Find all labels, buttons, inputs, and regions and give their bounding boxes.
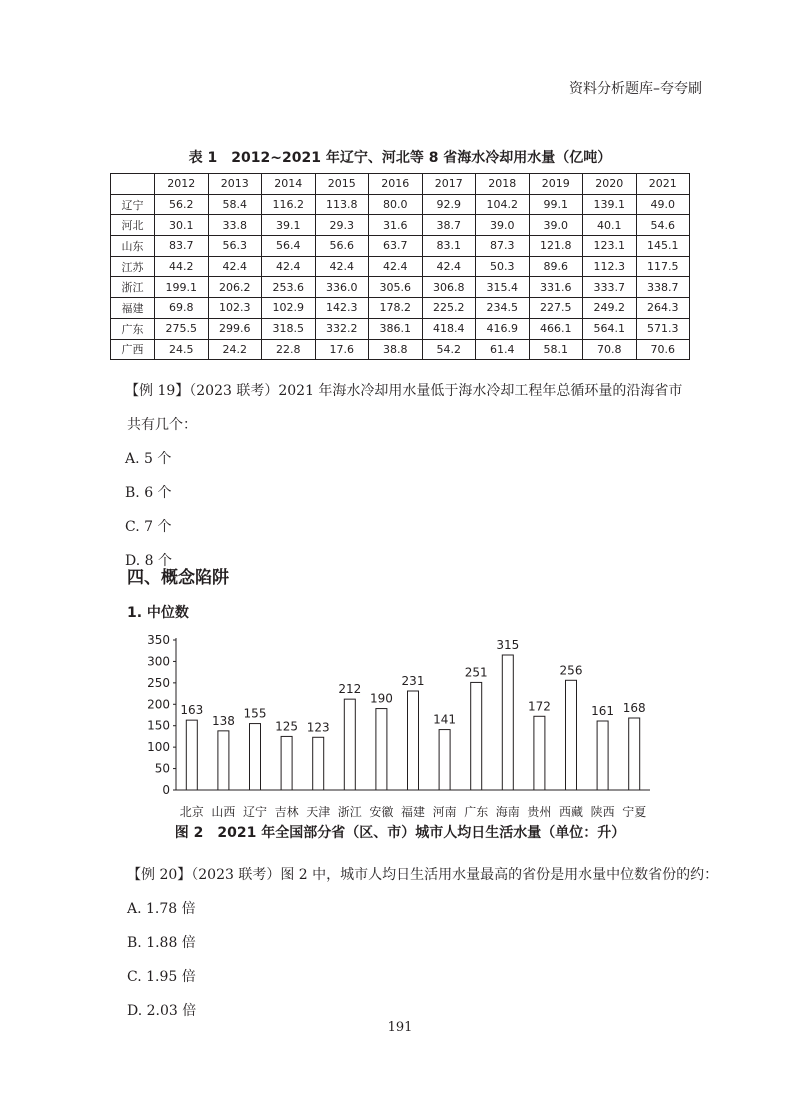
option-c: C. 1.95 倍 — [127, 969, 196, 985]
bar-value-label: 315 — [496, 638, 520, 652]
y-tick-label: 350 — [147, 633, 170, 647]
value-cell: 227.5 — [529, 298, 583, 319]
value-cell: 249.2 — [583, 298, 637, 319]
value-cell: 331.6 — [529, 277, 583, 298]
value-cell: 63.7 — [369, 236, 423, 257]
value-cell: 315.4 — [476, 277, 530, 298]
question-20-text: 【例 20】（2023 联考）图 2 中，城市人均日生活用水量最高的省份是用水量中位数省份的约： — [127, 867, 719, 883]
value-cell: 306.8 — [422, 277, 476, 298]
value-cell: 38.7 — [422, 215, 476, 236]
value-cell: 56.4 — [262, 236, 316, 257]
value-cell: 50.3 — [476, 256, 530, 277]
value-cell: 49.0 — [636, 194, 690, 215]
median-bar-chart — [130, 628, 650, 820]
table-title: 表 1 2012~2021 年辽宁、河北等 8 省海水冷却用水量（亿吨） — [188, 150, 612, 166]
y-tick-label: 300 — [147, 654, 170, 669]
value-cell: 69.8 — [155, 298, 209, 319]
value-cell: 42.4 — [208, 256, 262, 277]
province-cell: 辽宁 — [111, 194, 155, 215]
bar-value-label: 141 — [433, 712, 457, 727]
value-cell: 38.8 — [369, 339, 423, 360]
y-tick-label: 200 — [147, 697, 170, 712]
bar-value-label: 161 — [591, 704, 615, 718]
question-19-text: 【例 19】（2023 联考）2021 年海水冷却用水量低于海水冷却工程年总循环量的沿海省市共有几个： — [125, 383, 683, 433]
value-cell: 39.0 — [476, 215, 530, 236]
value-cell: 22.8 — [262, 339, 316, 360]
table-row — [111, 256, 690, 277]
value-cell: 178.2 — [369, 298, 423, 319]
value-cell: 56.2 — [155, 194, 209, 215]
value-cell: 29.3 — [315, 215, 369, 236]
category-label: 安徽 — [369, 805, 394, 819]
value-cell: 89.6 — [529, 256, 583, 277]
value-cell: 87.3 — [476, 236, 530, 257]
year-header: 2018 — [476, 174, 530, 195]
page-header: 资料分析题库–夸夸刷 — [569, 81, 702, 97]
option-b: B. 1.88 倍 — [127, 935, 196, 951]
value-cell: 30.1 — [155, 215, 209, 236]
value-cell: 17.6 — [315, 339, 369, 360]
province-cell: 山东 — [111, 236, 155, 257]
option-a: A. 1.78 倍 — [127, 901, 196, 917]
category-label: 宁夏 — [622, 805, 647, 819]
category-label: 辽宁 — [242, 805, 268, 819]
year-header: 2016 — [369, 174, 423, 195]
option-b: B. 6 个 — [125, 485, 172, 501]
year-header: 2019 — [529, 174, 583, 195]
table-row — [111, 215, 690, 236]
value-cell: 121.8 — [529, 236, 583, 257]
value-cell: 58.1 — [529, 339, 583, 360]
value-cell: 42.4 — [262, 256, 316, 277]
option-d: D. 8 个 — [125, 553, 172, 569]
value-cell: 305.6 — [369, 277, 423, 298]
value-cell: 42.4 — [315, 256, 369, 277]
province-cell: 河北 — [111, 215, 155, 236]
page-number: 191 — [387, 1020, 413, 1035]
value-cell: 44.2 — [155, 256, 209, 277]
value-cell: 24.5 — [155, 339, 209, 360]
y-tick-label: 50 — [154, 761, 170, 776]
value-cell: 92.9 — [422, 194, 476, 215]
bar — [250, 724, 261, 790]
table-header-row — [111, 174, 690, 195]
figure-caption: 图 2 2021 年全国部分省（区、市）城市人均日生活水量（单位：升） — [174, 825, 626, 841]
value-cell: 54.2 — [422, 339, 476, 360]
value-cell: 33.8 — [208, 215, 262, 236]
year-header: 2013 — [208, 174, 262, 195]
value-cell: 24.2 — [208, 339, 262, 360]
value-cell: 206.2 — [208, 277, 262, 298]
year-header: 2012 — [155, 174, 209, 195]
value-cell: 102.9 — [262, 298, 316, 319]
bar — [186, 720, 197, 790]
value-cell: 264.3 — [636, 298, 690, 319]
bar-value-label: 251 — [464, 665, 488, 680]
bar — [502, 655, 513, 790]
bar-value-label: 168 — [622, 701, 646, 715]
value-cell: 142.3 — [315, 298, 369, 319]
bar-value-label: 256 — [559, 663, 583, 678]
bar — [597, 721, 608, 790]
year-header: 2020 — [583, 174, 637, 195]
province-cell: 浙江 — [111, 277, 155, 298]
value-cell: 466.1 — [529, 318, 583, 339]
value-cell: 40.1 — [583, 215, 637, 236]
category-label: 山西 — [211, 805, 236, 819]
bar — [566, 680, 577, 790]
value-cell: 234.5 — [476, 298, 530, 319]
bar — [471, 682, 482, 790]
bar-value-label: 138 — [211, 713, 235, 728]
table-row — [111, 277, 690, 298]
option-c: C. 7 个 — [125, 519, 172, 535]
value-cell: 70.6 — [636, 339, 690, 360]
value-cell: 113.8 — [315, 194, 369, 215]
table-row — [111, 339, 690, 360]
value-cell: 299.6 — [208, 318, 262, 339]
table-corner-cell — [111, 174, 155, 195]
value-cell: 386.1 — [369, 318, 423, 339]
bar-value-label: 212 — [338, 682, 362, 697]
value-cell: 338.7 — [636, 277, 690, 298]
value-cell: 99.1 — [529, 194, 583, 215]
value-cell: 571.3 — [636, 318, 690, 339]
category-label: 北京 — [179, 805, 204, 819]
value-cell: 104.2 — [476, 194, 530, 215]
bar — [376, 709, 387, 790]
bar-value-label: 155 — [243, 706, 267, 721]
province-cell: 广东 — [111, 318, 155, 339]
value-cell: 42.4 — [369, 256, 423, 277]
value-cell: 145.1 — [636, 236, 690, 257]
value-cell: 564.1 — [583, 318, 637, 339]
value-cell: 418.4 — [422, 318, 476, 339]
province-cell: 福建 — [111, 298, 155, 319]
province-cell: 江苏 — [111, 256, 155, 277]
question-20 — [127, 858, 727, 1028]
year-header: 2015 — [315, 174, 369, 195]
value-cell: 42.4 — [422, 256, 476, 277]
question-19 — [127, 374, 687, 578]
value-cell: 56.6 — [315, 236, 369, 257]
province-cell: 广西 — [111, 339, 155, 360]
value-cell: 199.1 — [155, 277, 209, 298]
value-cell: 116.2 — [262, 194, 316, 215]
year-header: 2021 — [636, 174, 690, 195]
bar-value-label: 231 — [401, 674, 425, 688]
value-cell: 416.9 — [476, 318, 530, 339]
value-cell: 275.5 — [155, 318, 209, 339]
category-label: 浙江 — [337, 805, 362, 819]
value-cell: 80.0 — [369, 194, 423, 215]
value-cell: 39.0 — [529, 215, 583, 236]
value-cell: 253.6 — [262, 277, 316, 298]
bar — [534, 716, 545, 790]
category-label: 海南 — [495, 805, 520, 819]
bar — [313, 737, 324, 790]
bar — [439, 730, 450, 790]
bar — [408, 691, 419, 790]
bar-value-label: 172 — [527, 699, 551, 714]
table-row — [111, 298, 690, 319]
bar-value-label: 125 — [275, 719, 299, 734]
value-cell: 83.7 — [155, 236, 209, 257]
option-d: D. 2.03 倍 — [127, 1003, 197, 1019]
category-label: 福建 — [400, 805, 426, 819]
value-cell: 54.6 — [636, 215, 690, 236]
category-label: 西藏 — [558, 805, 584, 819]
bar-value-label: 163 — [180, 703, 204, 718]
year-header: 2017 — [422, 174, 476, 195]
category-label: 天津 — [306, 805, 331, 819]
value-cell: 56.3 — [208, 236, 262, 257]
value-cell: 61.4 — [476, 339, 530, 360]
bar-value-label: 123 — [306, 720, 330, 735]
value-cell: 83.1 — [422, 236, 476, 257]
value-cell: 117.5 — [636, 256, 690, 277]
bar — [218, 731, 229, 790]
y-tick-label: 250 — [147, 675, 170, 690]
bar — [281, 736, 292, 790]
y-tick-label: 100 — [147, 740, 170, 755]
y-tick-label: 0 — [162, 783, 170, 797]
table-row — [111, 318, 690, 339]
value-cell: 112.3 — [583, 256, 637, 277]
subsection-title: 1. 中位数 — [127, 605, 189, 621]
section-title: 四、概念陷阱 — [127, 568, 229, 588]
option-a: A. 5 个 — [125, 451, 172, 467]
y-tick-label: 150 — [147, 718, 170, 733]
value-cell: 70.8 — [583, 339, 637, 360]
bar — [629, 718, 640, 790]
table-row — [111, 236, 690, 257]
category-label: 广东 — [464, 805, 489, 819]
bar — [344, 699, 355, 790]
value-cell: 332.2 — [315, 318, 369, 339]
value-cell: 139.1 — [583, 194, 637, 215]
bar-value-label: 190 — [369, 691, 393, 706]
value-cell: 58.4 — [208, 194, 262, 215]
value-cell: 333.7 — [583, 277, 637, 298]
water-table — [110, 173, 690, 360]
year-header: 2014 — [262, 174, 316, 195]
category-label: 陕西 — [590, 805, 615, 819]
table-row — [111, 194, 690, 215]
category-label: 河南 — [432, 805, 457, 819]
value-cell: 336.0 — [315, 277, 369, 298]
value-cell: 318.5 — [262, 318, 316, 339]
value-cell: 39.1 — [262, 215, 316, 236]
value-cell: 123.1 — [583, 236, 637, 257]
category-label: 贵州 — [527, 805, 552, 819]
value-cell: 102.3 — [208, 298, 262, 319]
value-cell: 225.2 — [422, 298, 476, 319]
category-label: 吉林 — [274, 805, 299, 819]
value-cell: 31.6 — [369, 215, 423, 236]
